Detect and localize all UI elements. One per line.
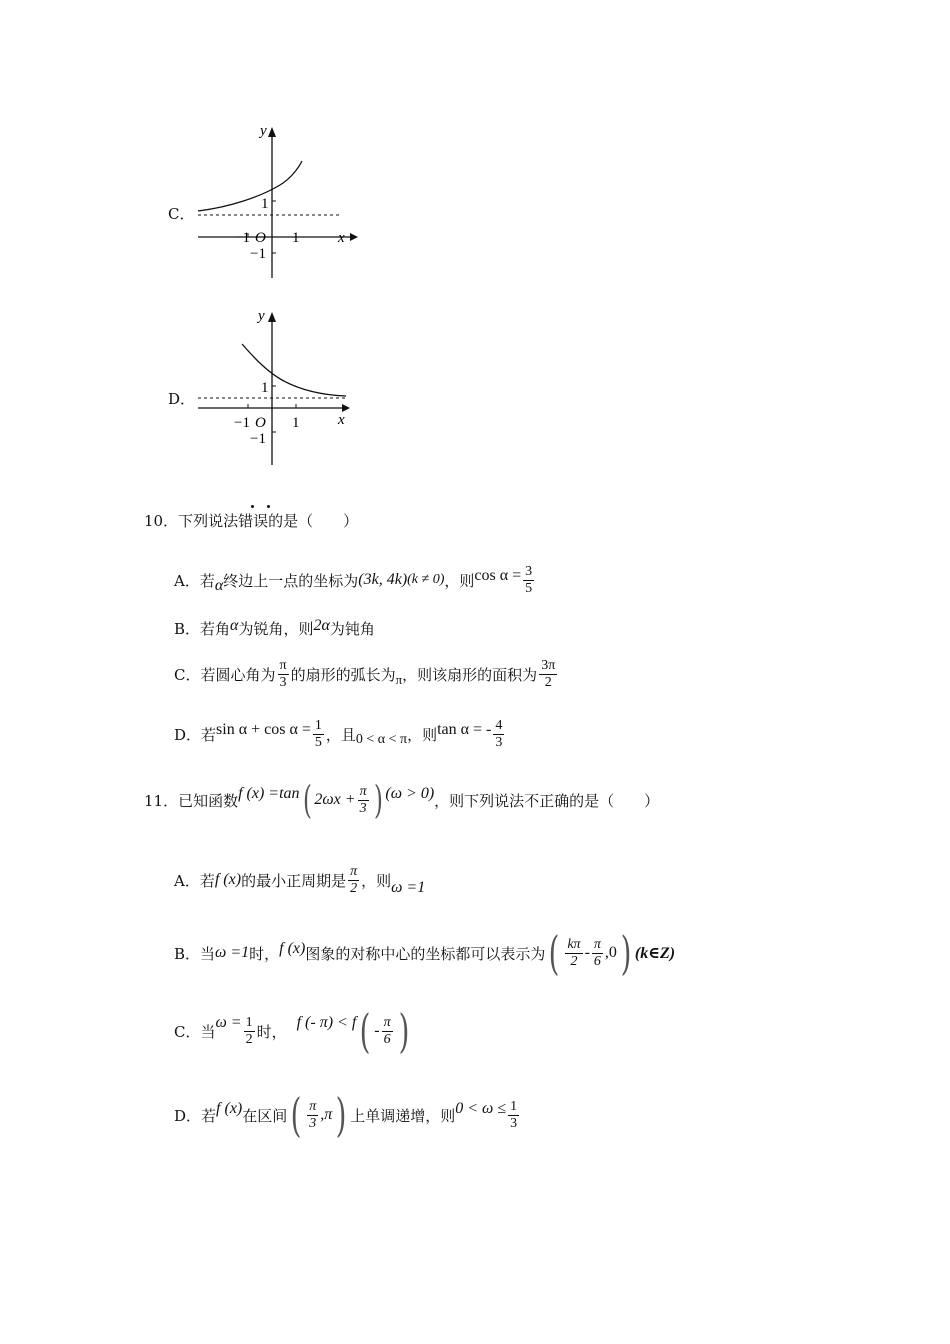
text: ，则下列说法不正确的是（ ） (434, 791, 660, 810)
tail-expr: ,0 (604, 944, 617, 961)
text: ，且 (325, 725, 356, 744)
x-axis-label: x (338, 230, 345, 246)
text: 为钝角 (329, 620, 375, 638)
text: 若 (199, 571, 215, 590)
omega-expr: ω = (215, 1014, 242, 1031)
fraction: $\frac{\pi}{3}$ (279, 657, 287, 690)
omega-expr: ω =1 (391, 879, 426, 896)
fraction: $\frac{\pi}{2}$ (350, 863, 358, 896)
coord-expr: (3k, 4k) (358, 571, 408, 588)
q10-stem: 10．下列说法错误的是（ ） (144, 512, 359, 530)
text: 若圆心角为 (200, 665, 276, 684)
text: 当 (200, 1022, 216, 1041)
q11-option-d: D． 若 f (x) 在区间 ( $\frac{\pi}{3}$ ,π ) 上单调递增，则 0 < ω ≤ $\frac{1}{3}$ (174, 1088, 518, 1142)
fraction: $\frac{4}{3}$ (495, 717, 503, 750)
fraction: $\frac{\pi}{6}$ (383, 1014, 391, 1047)
cos-expr: cos α = (474, 567, 522, 584)
fraction: $\frac{\pi}{3}$ (309, 1098, 317, 1131)
text: 的扇形的弧长为 (290, 665, 396, 684)
exponential-curve (198, 161, 302, 211)
label: C． (174, 665, 201, 684)
origin-label: O (255, 230, 266, 246)
fx-expr: f (x) (279, 940, 306, 957)
cond-expr: (k∈Z) (634, 945, 676, 962)
tick-x-1: 1 (292, 230, 300, 246)
y-axis-label: y (258, 308, 265, 324)
text: 在区间 (242, 1106, 288, 1125)
text: ，则 (444, 571, 475, 590)
tick-y-1: 1 (261, 380, 269, 396)
fraction: $\frac{3\pi}{2}$ (541, 657, 556, 690)
x-axis-arrow (342, 404, 350, 412)
label: B． (174, 620, 201, 638)
option-d-label: D． (168, 390, 196, 408)
minus: - (584, 944, 590, 961)
label: A． (174, 571, 200, 590)
fx-expr: f (x) (216, 1100, 243, 1117)
tail-expr: ,π (320, 1106, 333, 1123)
q10-option-a (174, 560, 536, 600)
cond-expr: (k ≠ 0) (407, 572, 445, 587)
two-alpha: 2α (313, 617, 330, 634)
text: 若 (201, 1106, 217, 1125)
fraction: $\frac{3}{5}$ (525, 563, 533, 596)
text: 若 (201, 725, 217, 744)
tick-y-neg1: −1 (250, 246, 266, 262)
tick-y-1: 1 (261, 196, 269, 212)
fraction: $\frac{1}{5}$ (314, 717, 322, 750)
option-c-label: C． (168, 205, 195, 223)
x-axis-arrow (350, 233, 358, 241)
omega-expr: ω =1 (215, 944, 250, 961)
fx-expr: f (x) (214, 871, 242, 888)
text: 当 (200, 944, 216, 963)
alpha-symbol: α (230, 617, 239, 634)
x-axis-label: x (338, 412, 345, 428)
text: ，则 (361, 871, 392, 890)
fraction: $\frac{k\pi}{2}$ (567, 936, 581, 969)
tick-y-neg1: −1 (250, 431, 266, 447)
range-expr: 0 < α < π (355, 732, 408, 747)
text: 图象的对称中心的坐标都可以表示为 (305, 944, 546, 963)
text: ，则该扇形的面积为 (402, 665, 538, 684)
y-axis-arrow (268, 312, 276, 322)
graph-c (190, 115, 360, 285)
text: 为锐角，则 (238, 620, 314, 638)
q11-option-b: B． 当 ω =1 时， f (x) 图象的对称中心的坐标都可以表示为 ( $\frac{k\pi}{2}$ - $\frac{\pi}{6}$ ,0 ) (k∈Z) (174, 926, 676, 980)
inequality-expr: 0 < ω ≤ (455, 1100, 507, 1117)
cond-expr: (ω > 0) (385, 785, 435, 802)
q11-option-a (174, 858, 425, 902)
fraction: $\frac{\pi}{3}$ (359, 783, 367, 816)
fraction: $\frac{1}{3}$ (510, 1098, 518, 1131)
text: 11．已知函数 (144, 791, 239, 810)
minus: - (374, 1022, 380, 1039)
fraction: $\frac{1}{2}$ (245, 1014, 253, 1047)
alpha-symbol: α (214, 577, 224, 594)
text: 若角 (200, 620, 231, 638)
pi-symbol: π (395, 672, 403, 687)
label: A． (174, 871, 200, 890)
label: D． (174, 725, 202, 744)
q10-option-b (174, 618, 375, 639)
y-axis-label: y (260, 123, 267, 139)
tick-x-1: 1 (292, 415, 300, 431)
tick-x-neg1: −1 (234, 230, 250, 246)
tick-x-neg1: −1 (234, 415, 250, 431)
q11-option-c: C． 当 ω = $\frac{1}{2}$ 时， f (- π) < f ( - $\frac{\pi}{6}$ ) (174, 1004, 409, 1058)
text: 的最小正周期是 (241, 871, 347, 890)
sin-cos-expr: sin α + cos α = (216, 721, 311, 738)
label: D． (174, 1106, 202, 1125)
exponential-curve (242, 344, 346, 396)
fraction: $\frac{\pi}{6}$ (593, 936, 601, 969)
inequality-expr: f (- π) < f (296, 1014, 357, 1031)
text: 上单调递增，则 (350, 1106, 456, 1125)
q11-stem: 11．已知函数 f (x) =tan ( 2ωx + $\frac{\pi}{3}$ ) (ω > 0) ，则下列说法不正确的是（ ） (144, 778, 660, 822)
text: 时， (249, 944, 280, 963)
q10-option-c (174, 654, 559, 694)
function-expr: f (x) =tan (238, 785, 300, 802)
label: B． (174, 944, 201, 963)
tan-expr: tan α = - (437, 721, 492, 738)
q10-option-d (174, 713, 506, 755)
y-axis-arrow (268, 127, 276, 137)
text: 终边上一点的坐标为 (223, 571, 359, 590)
graph-d (190, 300, 360, 470)
text: ，则 (407, 725, 438, 744)
text: 时， (256, 1022, 287, 1041)
label: C． (174, 1022, 201, 1041)
inner-expr: 2ωx + (314, 791, 356, 808)
text: 若 (199, 871, 215, 890)
origin-label: O (255, 415, 266, 431)
